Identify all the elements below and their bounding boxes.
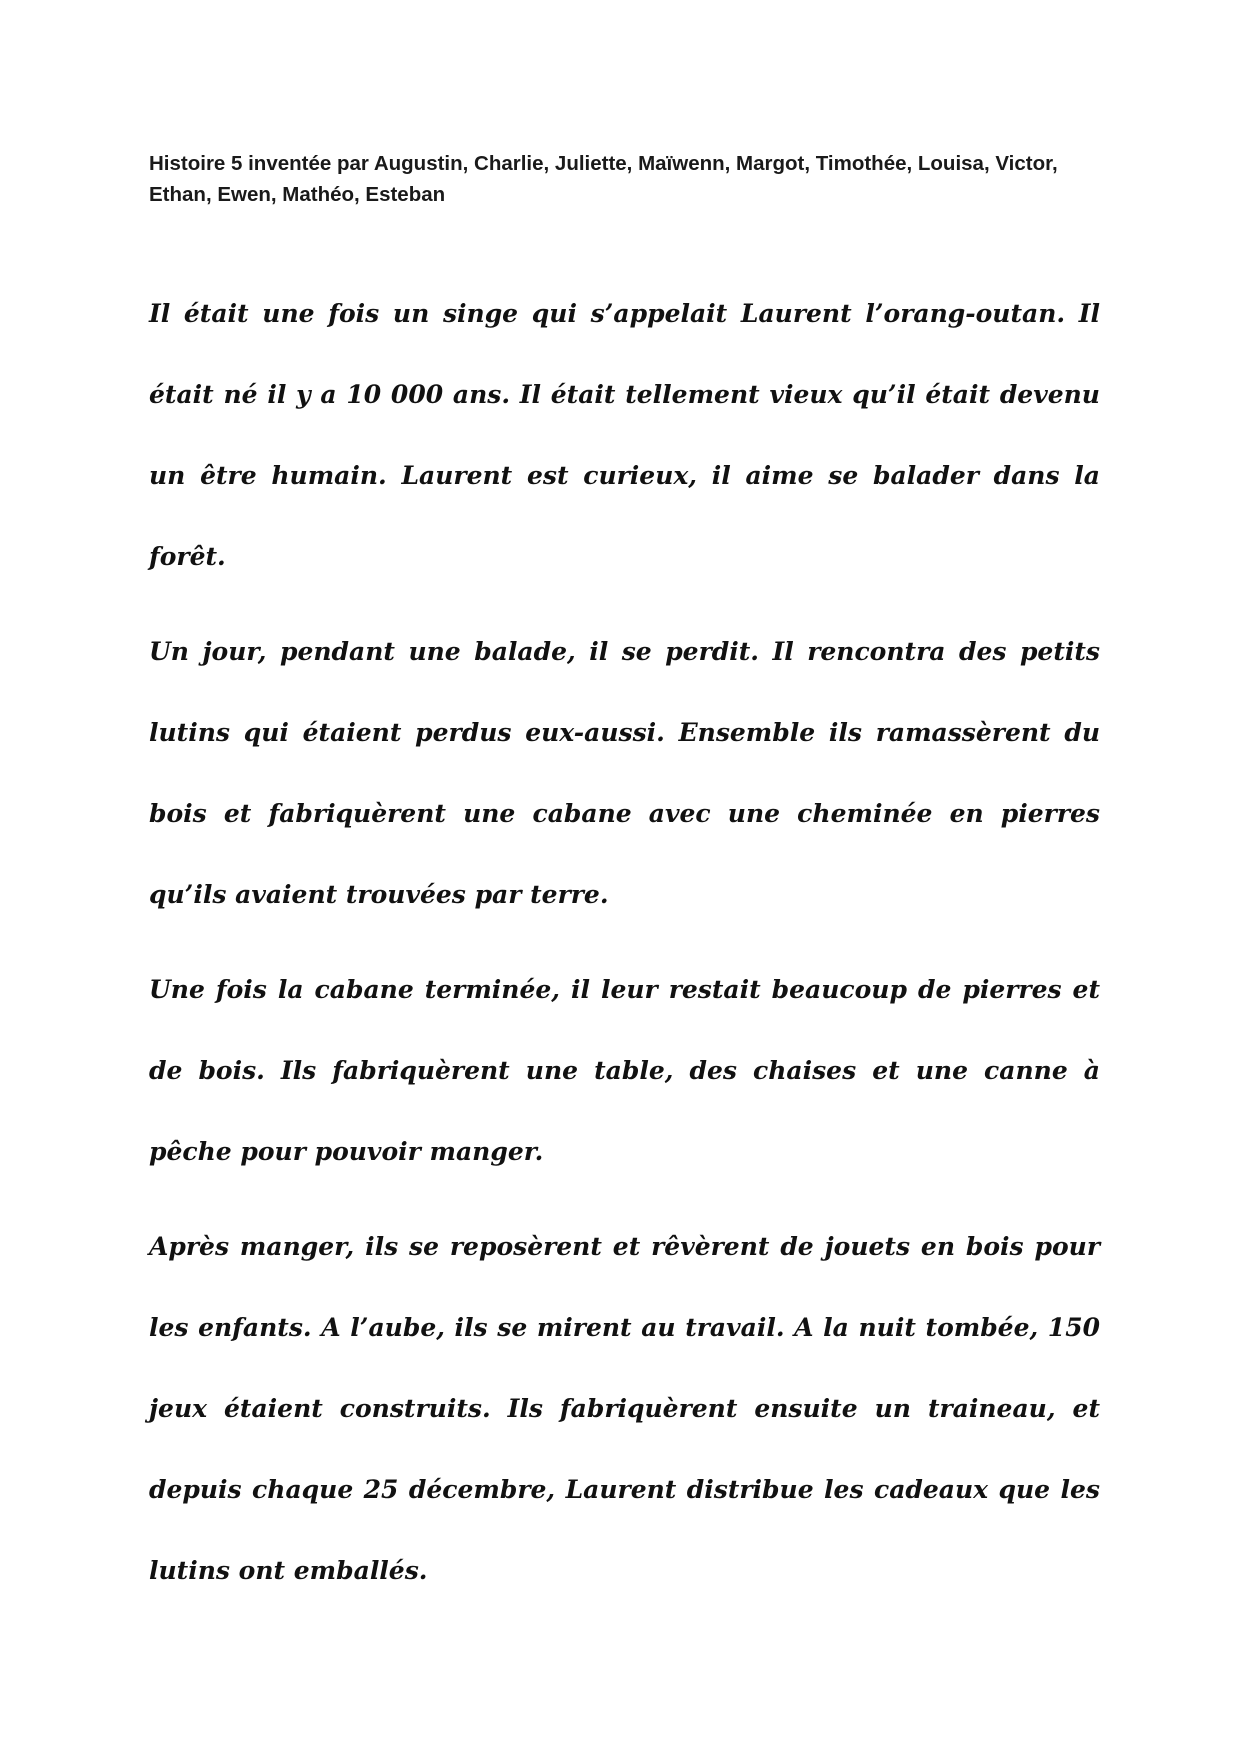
- story-header: Histoire 5 inventée par Augustin, Charlie, Juliette, Maïwenn, Margot, Timothée, Louisa, Victor, Ethan, Ewen, Mathéo, Esteban: [149, 152, 1058, 206]
- story-paragraph-3: Une fois la cabane terminée, il leur restait beaucoup de pierres et de bois. Ils fabriquèrent une table, des chaises et une canne à pêche pour pouvoir manger.: [149, 975, 1100, 1166]
- story-paragraph-4: Après manger, ils se reposèrent et rêvèrent de jouets en bois pour les enfants. A l’aube, ils se mirent au travail. A la nuit tombée, 150 jeux étaient construits. Ils fabriquèrent ensuite un traineau, et depuis chaque 25 décembre, Laurent distribue les cadeaux que les lutins ont emballés.: [149, 1232, 1100, 1585]
- story-paragraph-1: Il était une fois un singe qui s’appelait Laurent l’orang-outan. Il était né il y a 10 000 ans. Il était tellement vieux qu’il était devenu un être humain. Laurent est curieux, il aime se balader dans la forêt.: [149, 299, 1100, 571]
- story-body: [149, 273, 1100, 1625]
- story-paragraph-2: Un jour, pendant une balade, il se perdit. Il rencontra des petits lutins qui étaient perdus eux-aussi. Ensemble ils ramassèrent du bois et fabriquèrent une cabane avec une cheminée en pierres qu’ils avaient trouvées par terre.: [149, 637, 1100, 909]
